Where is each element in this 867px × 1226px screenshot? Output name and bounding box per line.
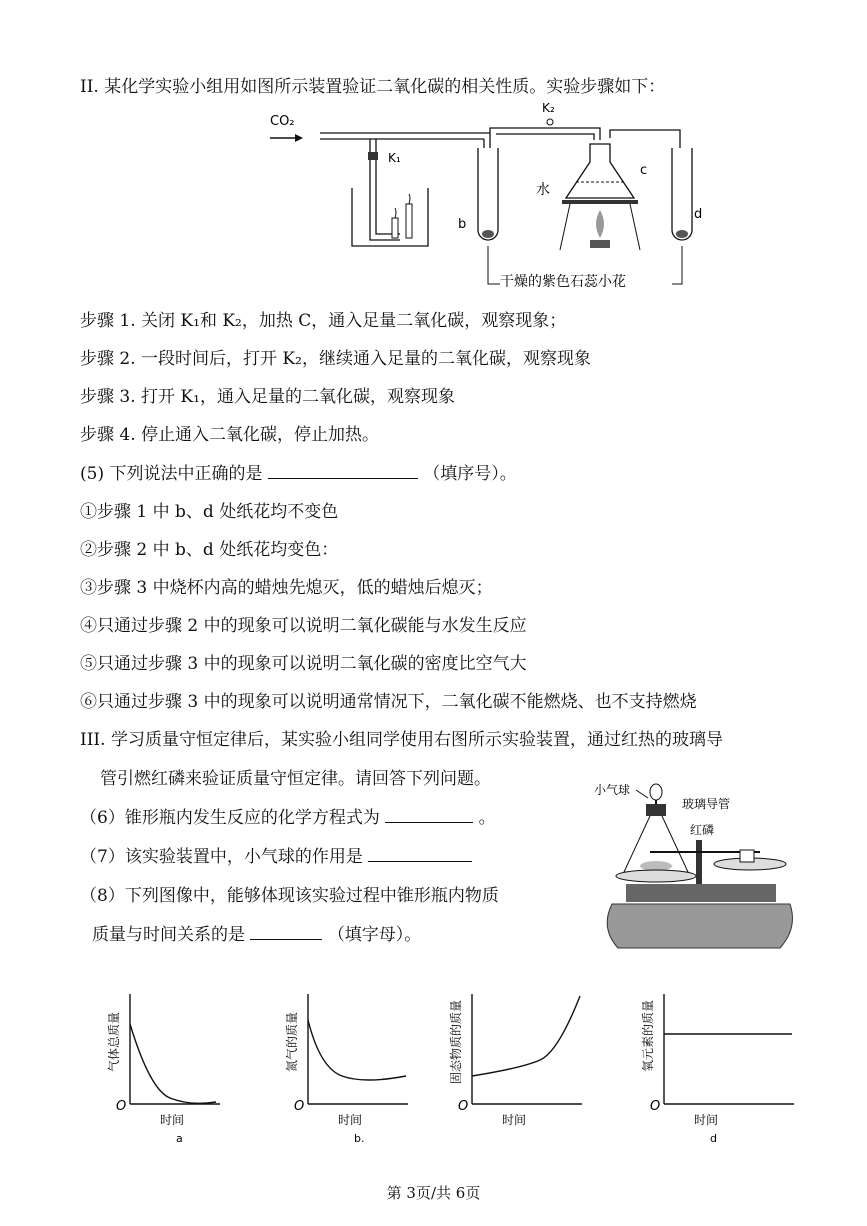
k2-label: K₂ <box>542 101 555 115</box>
question-8-suffix: （填字母）。 <box>327 925 422 945</box>
page-footer: 第 3页/共 6页 <box>386 1184 481 1202</box>
origin-label: O <box>116 1099 127 1114</box>
step-2: 步骤 2. 一段时间后，打开 K₂，继续通入足量的二氧化碳，观察现象 <box>80 349 591 369</box>
question-6-answer-blank[interactable] <box>385 806 473 823</box>
co2-apparatus-figure <box>260 100 703 292</box>
question-8-answer-blank[interactable] <box>250 923 322 940</box>
k1-label: K₁ <box>388 151 401 165</box>
question-8-line1: （8）下列图像中，能够体现该实验过程中锥形瓶内物质 <box>80 886 499 906</box>
option-4: ④只通过步骤 2 中的现象可以说明二氧化碳能与水发生反应 <box>80 616 527 636</box>
question-7-prefix: （7）该实验装置中，小气球的作用是 <box>80 847 363 867</box>
origin-label: O <box>650 1099 661 1114</box>
question-8-prefix: 质量与时间关系的是 <box>92 925 245 945</box>
graph-caption: b. <box>354 1132 365 1145</box>
graph-c <box>432 980 592 1148</box>
balance-apparatus-figure <box>590 768 800 960</box>
option-6: ⑥只通过步骤 3 中的现象可以说明通常情况下，二氧化碳不能燃烧、也不支持燃烧 <box>80 692 697 712</box>
graph-d <box>624 980 804 1148</box>
step-1: 步骤 1. 关闭 K₁和 K₂，加热 C，通入足量二氧化碳，观察现象； <box>80 311 567 331</box>
x-axis-label: 时间 <box>502 1113 527 1127</box>
water-label: 水 <box>536 182 550 198</box>
origin-label: O <box>458 1099 469 1114</box>
b-label: b <box>458 217 467 232</box>
question-8-line2 <box>92 920 421 945</box>
d-label: d <box>694 207 703 222</box>
question-5 <box>80 459 517 484</box>
question-7 <box>80 842 472 867</box>
tube-label: 玻璃导管 <box>682 797 731 811</box>
section3-intro-line1: III. 学习质量守恒定律后，某实验小组同学使用右图所示实验装置，通过红热的玻璃导 <box>80 730 723 750</box>
x-axis-label: 时间 <box>160 1113 185 1127</box>
question-5-prefix: (5) 下列说法中正确的是 <box>80 464 263 484</box>
option-5: ⑤只通过步骤 3 中的现象可以说明二氧化碳的密度比空气大 <box>80 654 527 674</box>
graph-a <box>90 980 250 1148</box>
question-5-answer-blank[interactable] <box>268 462 418 479</box>
option-3: ③步骤 3 中烧杯内高的蜡烛先熄灭，低的蜡烛后熄灭； <box>80 578 493 598</box>
step-3: 步骤 3. 打开 K₁，通入足量的二氧化碳，观察现象 <box>80 387 455 407</box>
option-1: ①步骤 1 中 b、d 处纸花均不变色 <box>80 502 339 522</box>
y-axis-label: 气体总质量 <box>107 1011 121 1072</box>
c-label: c <box>640 163 648 178</box>
question-6 <box>80 803 496 828</box>
balloon-label: 小气球 <box>594 783 631 797</box>
x-axis-label: 时间 <box>694 1113 719 1127</box>
graph-b <box>268 980 428 1148</box>
graph-curve <box>308 1020 406 1080</box>
question-6-prefix: （6）锥形瓶内发生反应的化学方程式为 <box>80 808 380 828</box>
section3-intro-line2: 管引燃红磷来验证质量守恒定律。请回答下列问题。 <box>100 769 491 789</box>
graph-caption: d <box>710 1132 717 1145</box>
question-6-suffix: 。 <box>478 808 496 828</box>
y-axis-label: 固态物质的质量 <box>449 999 463 1084</box>
y-axis-label: 氮气的质量 <box>285 1011 299 1072</box>
section2-intro: II. 某化学实验小组用如图所示装置验证二氧化碳的相关性质。实验步骤如下： <box>80 77 666 97</box>
origin-label: O <box>294 1099 305 1114</box>
question-7-answer-blank[interactable] <box>368 845 472 862</box>
option-2: ②步骤 2 中 b、d 处纸花均变色： <box>80 540 339 560</box>
phosphorus-label: 红磷 <box>690 823 715 837</box>
question-5-suffix: （填序号）。 <box>423 464 517 484</box>
step-4: 步骤 4. 停止通入二氧化碳，停止加热。 <box>80 425 380 445</box>
graph-curve <box>130 1024 216 1103</box>
y-axis-label: 氧元素的质量 <box>641 999 655 1072</box>
graph-curve <box>472 996 580 1076</box>
x-axis-label: 时间 <box>338 1113 363 1127</box>
co2-label: CO₂ <box>270 114 295 129</box>
graph-caption: a <box>176 1132 183 1145</box>
flower-label: 干燥的紫色石蕊小花 <box>500 274 626 290</box>
